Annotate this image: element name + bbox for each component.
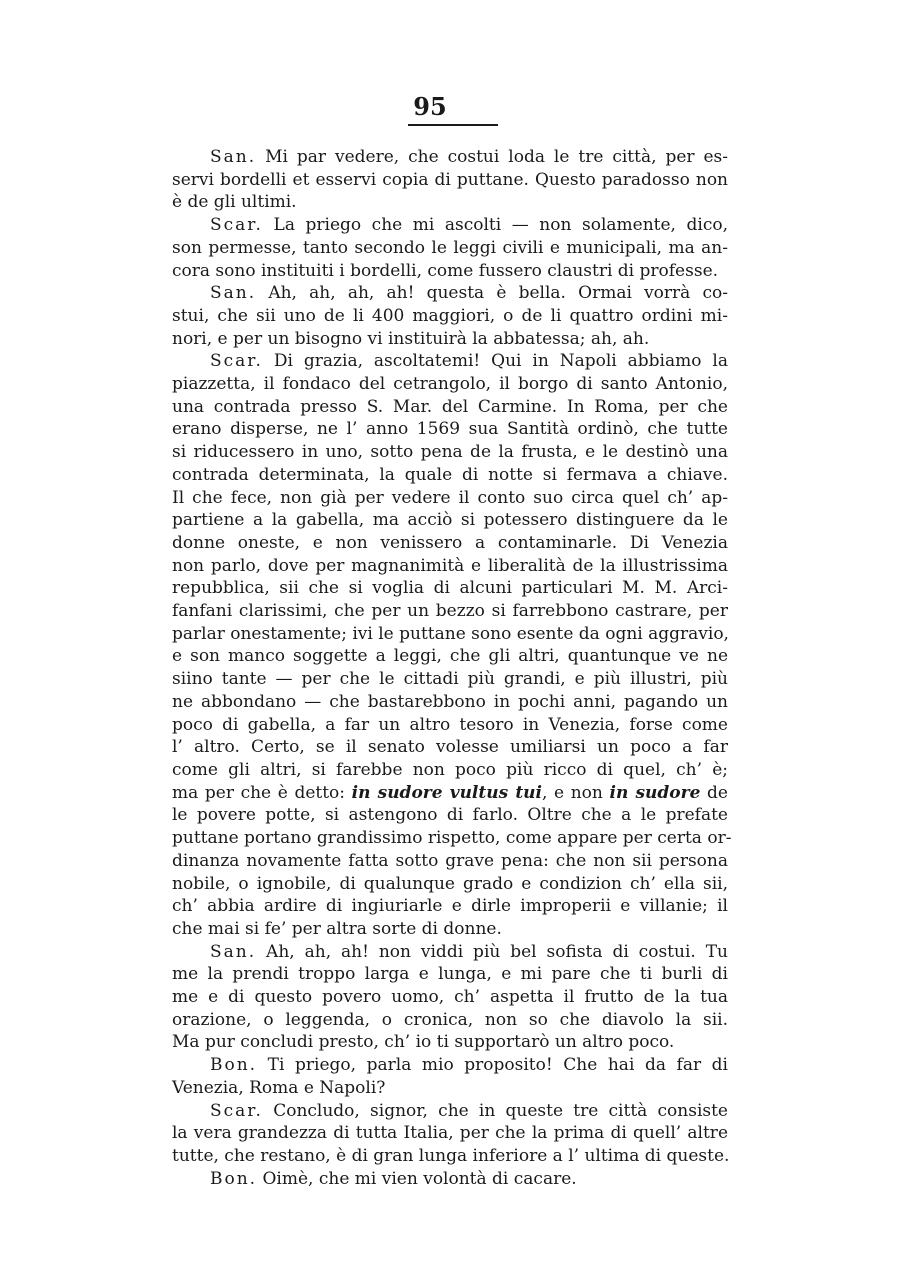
text-line bbox=[172, 600, 728, 623]
text-line bbox=[172, 1054, 728, 1077]
text-line bbox=[172, 282, 728, 305]
text-segment: Ti priego, parla mio proposito! Che hai da far di bbox=[257, 1055, 728, 1076]
text-segment: siino tante — per che le cittadi più grandi, e più illustri, più bbox=[172, 669, 728, 690]
text-segment: ch’ abbia ardire di ingiuriarle e dirle improperii e villanie; il bbox=[172, 896, 728, 917]
text-line bbox=[172, 214, 728, 237]
text-segment: Il che fece, non già per vedere il conto suo circa quel ch’ ap- bbox=[172, 487, 728, 508]
text-segment: tutte, che restano, è di gran lunga inferiore a l’ ultima di queste. bbox=[172, 1145, 730, 1166]
text-segment: fanfani clarissimi, che per un bezzo si farrebbono castrare, per bbox=[172, 601, 728, 622]
text-segment: Di grazia, ascoltatemi! Qui in Napoli abbiamo la bbox=[262, 351, 728, 372]
text-line bbox=[172, 1100, 728, 1123]
text-line bbox=[172, 1031, 728, 1054]
text-line bbox=[172, 1145, 728, 1168]
page-number: 95 bbox=[413, 92, 447, 121]
speaker-name: Bon. bbox=[210, 1168, 258, 1189]
text-line bbox=[172, 850, 728, 873]
text-line bbox=[172, 1168, 728, 1191]
text-line bbox=[172, 941, 728, 964]
text-line bbox=[172, 804, 728, 827]
text-line bbox=[172, 782, 728, 805]
text-line bbox=[172, 668, 728, 691]
speaker-name: San. bbox=[210, 941, 257, 962]
text-segment: Venezia, Roma e Napoli? bbox=[172, 1077, 386, 1098]
text-segment: nobile, o ignobile, di qualunque grado e condizion ch’ ella sii, bbox=[172, 873, 728, 894]
text-line bbox=[172, 328, 728, 351]
speaker-name: Scar. bbox=[210, 351, 263, 372]
text-line bbox=[172, 577, 728, 600]
text-segment: Ma pur concludi presto, ch’ io ti supportarò un altro poco. bbox=[172, 1032, 675, 1053]
text-segment: me la prendi troppo larga e lunga, e mi pare che ti burli di bbox=[172, 964, 728, 985]
text-line bbox=[172, 464, 728, 487]
text-segment: ne abbondano — che bastarebbono in pochi anni, pagando un bbox=[172, 691, 728, 712]
text-line bbox=[172, 759, 728, 782]
text-line bbox=[172, 350, 728, 373]
text-line bbox=[172, 555, 728, 578]
text-segment: poco di gabella, a far un altro tesoro in Venezia, forse come bbox=[172, 714, 728, 735]
text-line bbox=[172, 237, 728, 260]
text-segment: servi bordelli et esservi copia di puttane. Questo paradosso non bbox=[172, 169, 728, 190]
text-line bbox=[172, 1122, 728, 1145]
text-segment: una contrada presso S. Mar. del Carmine. In Roma, per che bbox=[172, 396, 728, 417]
text-line bbox=[172, 441, 728, 464]
text-segment: Ah, ah, ah! non viddi più bel sofista di costui. Tu bbox=[256, 941, 728, 962]
text-line bbox=[172, 487, 728, 510]
text-segment: l’ altro. Certo, se il senato volesse umiliarsi un poco a far bbox=[172, 737, 728, 758]
text-segment: nori, e per un bisogno vi instituirà la abbatessa; ah, ah. bbox=[172, 328, 650, 349]
dialogue-text bbox=[172, 146, 732, 1190]
text-line bbox=[172, 963, 728, 986]
text-line bbox=[172, 169, 728, 192]
text-segment: si riducessero in uno, sotto pena de la frusta, e le destinò una bbox=[172, 442, 728, 463]
text-line bbox=[172, 645, 728, 668]
text-segment: piazzetta, il fondaco del cetrangolo, il borgo di santo Antonio, bbox=[172, 374, 728, 395]
text-line bbox=[172, 1009, 728, 1032]
text-segment: La priego che mi ascolti — non solamente, dico, bbox=[262, 215, 728, 236]
text-segment: , e non bbox=[542, 782, 610, 803]
text-segment: le povere potte, si astengono di farlo. Oltre che a le prefate bbox=[172, 805, 728, 826]
text-segment: son permesse, tanto secondo le leggi civili e municipali, ma an- bbox=[172, 237, 728, 258]
speaker-name: Scar. bbox=[210, 215, 263, 236]
text-segment: ma per che è detto: bbox=[172, 782, 352, 803]
latin-quote: in sudore vultus tui bbox=[351, 782, 542, 803]
speaker-name: San. bbox=[210, 147, 257, 167]
text-segment: è de gli ultimi. bbox=[172, 192, 297, 213]
text-line bbox=[172, 827, 732, 850]
text-line bbox=[172, 986, 728, 1009]
text-segment: me e di questo povero uomo, ch’ aspetta il frutto de la tua bbox=[172, 987, 728, 1008]
text-segment: erano disperse, ne l’ anno 1569 sua Santità ordinò, che tutte bbox=[172, 419, 728, 440]
text-segment: cora sono instituiti i bordelli, come fussero claustri di professe. bbox=[172, 260, 719, 281]
latin-quote: in sudore bbox=[609, 782, 701, 803]
text-segment: come gli altri, si farebbe non poco più ricco di quel, ch’ è; bbox=[172, 759, 728, 780]
text-line bbox=[172, 373, 728, 396]
text-line bbox=[172, 396, 728, 419]
text-line bbox=[172, 736, 728, 759]
text-line bbox=[172, 260, 728, 283]
text-segment: stui, che sii uno de li 400 maggiori, o de li quattro ordini mi- bbox=[172, 305, 728, 326]
text-segment: e son manco soggette a leggi, che gli altri, quantunque ve ne bbox=[172, 646, 728, 667]
text-segment: Concludo, signor, che in queste tre città consiste bbox=[262, 1100, 728, 1121]
text-segment: che mai si fe’ per altra sorte di donne. bbox=[172, 918, 502, 939]
text-segment: parlar onestamente; ivi le puttane sono esente da ogni aggravio, bbox=[172, 623, 729, 644]
text-line bbox=[172, 918, 728, 941]
text-segment: puttane portano grandissimo rispetto, come appare per certa or- bbox=[172, 828, 732, 849]
text-line bbox=[172, 895, 728, 918]
text-segment: Mi par vedere, che costui loda le tre città, per es- bbox=[256, 147, 728, 167]
text-line bbox=[172, 418, 728, 441]
speaker-name: Scar. bbox=[210, 1100, 263, 1121]
text-line bbox=[172, 509, 728, 532]
text-segment: contrada determinata, la quale di notte si fermava a chiave. bbox=[172, 464, 728, 485]
text-line bbox=[172, 146, 728, 169]
text-segment: non parlo, dove per magnanimità e liberalità de la illustrissima bbox=[172, 555, 728, 576]
text-segment: partiene a la gabella, ma acciò si potessero distinguere da le bbox=[172, 510, 728, 531]
text-line bbox=[172, 691, 728, 714]
text-line bbox=[172, 191, 728, 214]
text-line bbox=[172, 1077, 728, 1100]
text-line bbox=[172, 532, 728, 555]
text-segment: la vera grandezza di tutta Italia, per che la prima di quell’ altre bbox=[172, 1123, 728, 1144]
text-segment: Ah, ah, ah, ah! questa è bella. Ormai vorrà co- bbox=[256, 283, 728, 304]
text-segment: orazione, o leggenda, o cronica, non so che diavolo la sii. bbox=[172, 1009, 728, 1030]
text-line bbox=[172, 714, 728, 737]
text-segment: de bbox=[700, 782, 728, 803]
text-line bbox=[172, 623, 728, 646]
page-number-rule bbox=[408, 124, 498, 126]
text-segment: dinanza novamente fatta sotto grave pena: che non sii persona bbox=[172, 850, 728, 871]
text-line bbox=[172, 305, 728, 328]
speaker-name: San. bbox=[210, 283, 257, 304]
speaker-name: Bon. bbox=[210, 1055, 258, 1076]
text-segment: Oimè, che mi vien volontà di cacare. bbox=[257, 1168, 577, 1189]
text-segment: repubblica, sii che si voglia di alcuni particulari M. M. Arci- bbox=[172, 578, 728, 599]
text-segment: donne oneste, e non venissero a contaminarle. Di Venezia bbox=[172, 532, 728, 553]
text-line bbox=[172, 873, 728, 896]
